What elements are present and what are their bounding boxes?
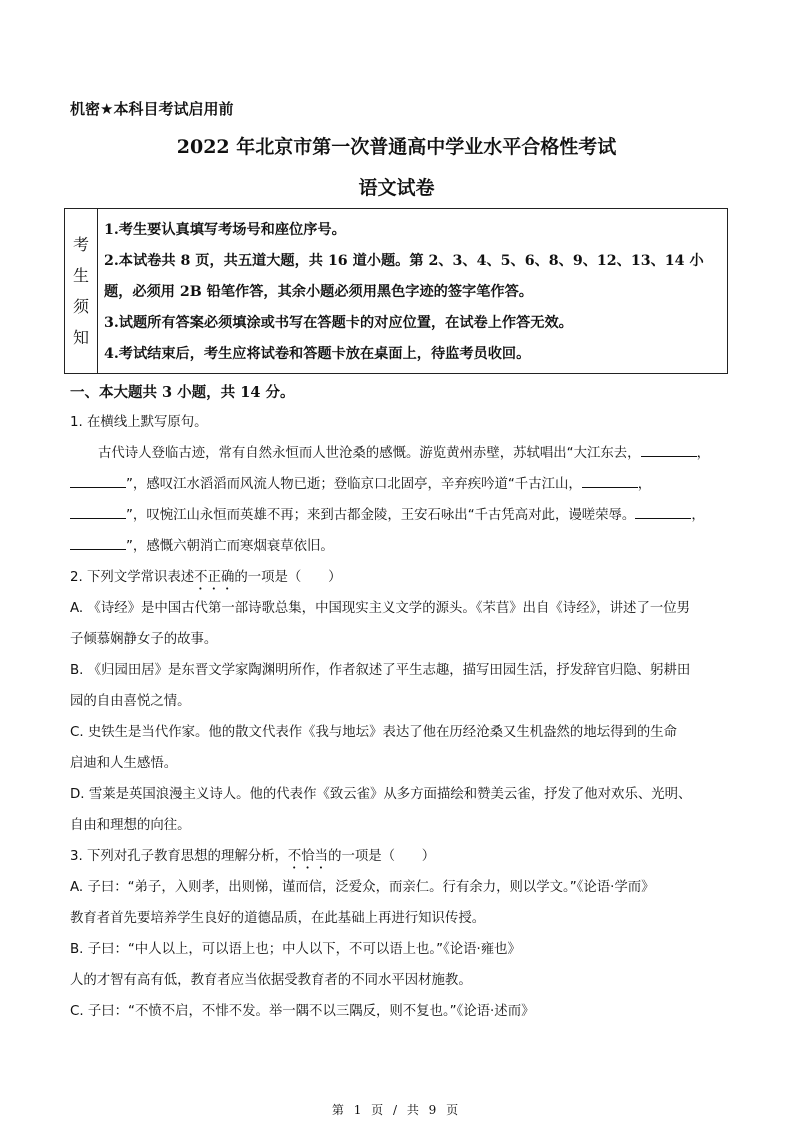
prompt-text: 的一项是（ ） [328, 849, 436, 864]
notice-label-char: 知 [72, 328, 89, 347]
passage-text: 古代诗人登临古迹，常有自然永恒而人世沧桑的感慨。游览黄州赤壁，苏轼唱出“大江东去， [98, 446, 641, 461]
prompt-text: 的一项是（ ） [234, 570, 342, 585]
fill-blank[interactable] [582, 473, 638, 488]
option-a[interactable] [70, 872, 730, 934]
option-line: B. 《归园田居》是东晋文学家陶渊明所作，作者叙述了平生志趣，描写田园生活，抒发辞官归隐、躬耕田 [70, 663, 691, 678]
fill-blank[interactable] [641, 442, 697, 457]
notice-label [65, 209, 98, 373]
option-c[interactable] [70, 996, 730, 1027]
option-d[interactable] [70, 779, 730, 841]
notice-line: 题，必须用 2B 铅笔作答，其余小题必须用黑色字迹的签字笔作答。 [104, 284, 533, 300]
passage-text: ”，叹惋江山永恒而英雄不再；来到古都金陵，王安石咏出“千古凭高对此，谩嗟荣辱。 [126, 508, 636, 523]
prompt-text: 3. 下列对孔子教育思想的理解分析， [70, 849, 288, 864]
notice-line: 3.试题所有答案必须填涂或书写在答题卡的对应位置，在试卷上作答无效。 [104, 315, 573, 331]
passage-text: ”，感慨六朝消亡而寒烟衰草依旧。 [126, 539, 334, 554]
question-prompt [70, 562, 730, 593]
option-b[interactable] [70, 934, 730, 996]
option-line: A. 子曰：“弟子，入则孝，出则悌，谨而信，泛爱众，而亲仁。行有余力，则以学文。”《论语·学而》 [70, 880, 655, 895]
confidential-label: 机密★本科目考试启用前 [70, 100, 234, 118]
candidate-notice-box [64, 208, 728, 374]
notice-body [98, 209, 727, 373]
question-3 [70, 841, 730, 1027]
option-c[interactable] [70, 717, 730, 779]
passage-line [70, 531, 730, 562]
option-line: B. 子曰：“中人以上，可以语上也；中人以下，不可以语上也。”《论语·雍也》 [70, 942, 521, 957]
notice-label-char: 须 [72, 297, 89, 316]
exam-subtitle: 语文试卷 [358, 177, 435, 199]
notice-line: 2.本试卷共 8 页，共五道大题，共 16 道小题。第 2、3、4、5、6、8、9、12、13、14 小 [104, 253, 704, 269]
question-1 [70, 407, 730, 562]
emphasis-text: 不正确 [194, 570, 235, 585]
option-line: C. 子曰：“不愤不启，不悱不发。举一隅不以三隅反，则不复也。”《论语·述而》 [70, 1004, 535, 1019]
fill-blank[interactable] [70, 473, 126, 488]
option-line: 人的才智有高有低，教育者应当依据受教育者的不同水平因材施教。 [70, 973, 472, 988]
passage-line [70, 500, 730, 531]
option-line: C. 史铁生是当代作家。他的散文代表作《我与地坛》表达了他在历经沧桑又生机盎然的地坛得到的生命 [70, 725, 678, 740]
fill-blank[interactable] [70, 535, 126, 550]
option-b[interactable] [70, 655, 730, 717]
passage-line [70, 469, 730, 500]
question-prompt: 1. 在横线上默写原句。 [70, 415, 208, 430]
option-a[interactable] [70, 593, 730, 655]
option-line: 园的自由喜悦之情。 [70, 694, 191, 709]
page-footer: 第 1 页 / 共 9 页 [331, 1103, 462, 1117]
exam-title: 2022 年北京市第一次普通高中学业水平合格性考试 [176, 136, 617, 158]
section-heading: 一、本大题共 3 小题，共 14 分。 [70, 384, 295, 401]
passage-text: ， [637, 477, 652, 492]
option-line: D. 雪莱是英国浪漫主义诗人。他的代表作《致云雀》从多方面描绘和赞美云雀，抒发了他对欢乐、光明、 [70, 787, 692, 802]
passage-text: ， [691, 508, 705, 523]
option-line: 子倾慕娴静女子的故事。 [70, 632, 218, 647]
passage-line [70, 438, 730, 469]
option-line: 启迪和人生感悟。 [70, 756, 178, 771]
fill-blank[interactable] [70, 504, 126, 519]
notice-line: 1.考生要认真填写考场号和座位序号。 [104, 222, 346, 238]
passage-text: ”，感叹江水滔滔而风流人物已逝；登临京口北固亭，辛弃疾吟道“千古江山， [126, 477, 582, 492]
option-line: 自由和理想的向往。 [70, 818, 191, 833]
option-line: 教育者首先要培养学生良好的道德品质，在此基础上再进行知识传授。 [70, 911, 486, 926]
option-line: A. 《诗经》是中国古代第一部诗歌总集，中国现实主义文学的源头。《芣苢》出自《诗经》，讲述了一位男 [70, 601, 691, 616]
emphasis-text: 不恰当 [287, 849, 329, 864]
passage-text: ， [696, 446, 710, 461]
notice-label-char: 考 [72, 235, 89, 254]
question-prompt [70, 841, 730, 872]
prompt-text: 2. 下列文学常识表述 [70, 570, 195, 585]
notice-line: 4.考试结束后，考生应将试卷和答题卡放在桌面上，待监考员收回。 [104, 346, 531, 362]
notice-label-char: 生 [72, 266, 89, 285]
fill-blank[interactable] [635, 504, 691, 519]
question-2 [70, 562, 730, 841]
